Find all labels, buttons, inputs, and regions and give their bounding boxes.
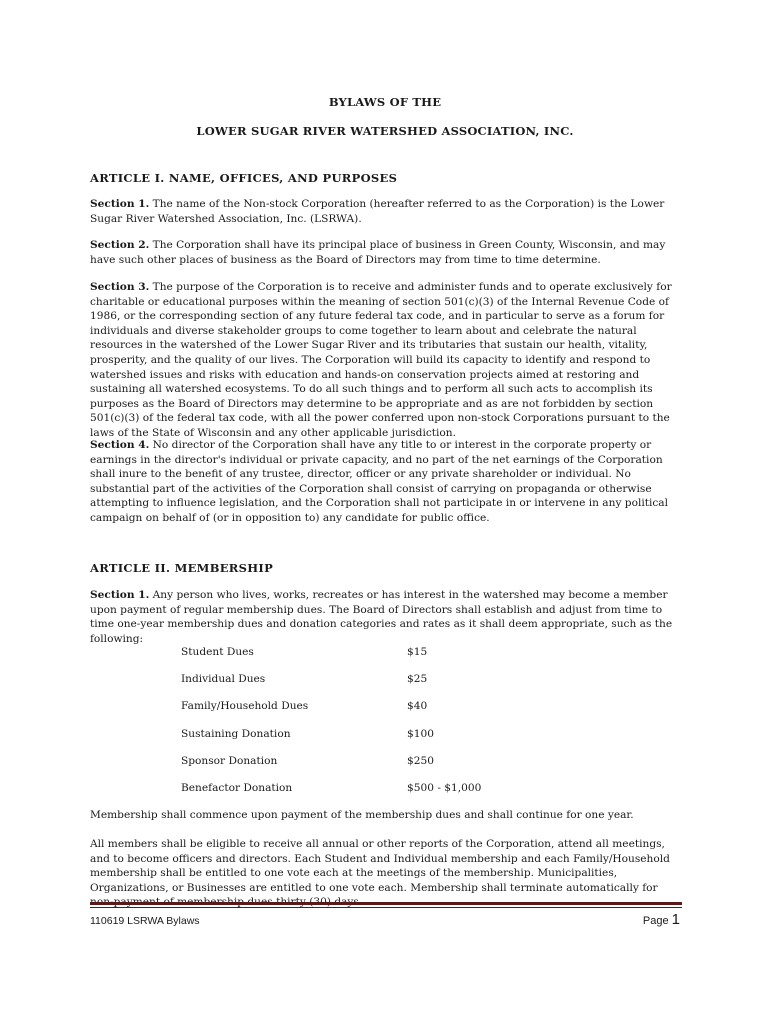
- dues-category: Student Dues: [181, 646, 254, 658]
- article-1-section-2: [90, 238, 682, 267]
- section-label: Section 2.: [90, 239, 150, 251]
- section-text: No director of the Corporation shall have any title to or interest in the corporate property or earnings in the director's individual or private capacity, and no part of the net earnings of the Corporation shall inure to the benefit of any trustee, director, officer or any private shareholder or individual. No substantial part of the activities of the Corporation shall consist of carrying on propaganda or otherwise attempting to influence legislation, and the Corporation shall not participate in or intervene in any political campaign on behalf of (or in opposition to) any candidate for public office.: [90, 439, 669, 524]
- dues-amount: $250: [407, 755, 434, 767]
- section-text: The purpose of the Corporation is to receive and administer funds and to operate exclusively for charitable or educational purposes within the meaning of section 501(c)(3) of the Internal Revenue Code of 1986, or the corresponding section of any future federal tax code, and in particular to serve as a forum for individuals and diverse stakeholder groups to come together to learn about and celebrate the natural resources in the watershed of the Lower Sugar River and its tributaries that sustain our health, vitality, prosperity, and the quality of our lives. The Corporation will build its capacity to identify and respond to watershed issues and risks with education and hands-on conservation projects aimed at restoring and sustaining all watershed ecosystems. To do all such things and to perform all such acts to accomplish its purposes as the Board of Directors may determine to be appropriate and as are not forbidden by section 501(c)(3) of the federal tax code, with all the power conferred upon non-stock Corporations pursuant to the laws of the State of Wisconsin and any other applicable jurisdiction.: [90, 281, 672, 439]
- footer-document-id: 110619 LSRWA Bylaws: [90, 915, 200, 927]
- article-2-section-1: [90, 588, 682, 646]
- page-label: Page: [642, 915, 672, 927]
- footer-rule: [90, 902, 682, 905]
- document-title: BYLAWS OF THE: [328, 95, 442, 109]
- article-2-heading: ARTICLE II. MEMBERSHIP: [90, 561, 274, 575]
- dues-category: Sustaining Donation: [181, 728, 291, 740]
- dues-category: Individual Dues: [181, 673, 266, 685]
- membership-commencement: Membership shall commence upon payment of the membership dues and shall continue for one year.: [90, 809, 634, 821]
- dues-category: Sponsor Donation: [181, 755, 278, 767]
- footer-rule-thin: [90, 907, 682, 908]
- section-label: Section 1.: [90, 198, 150, 210]
- article-1-heading: ARTICLE I. NAME, OFFICES, AND PURPOSES: [90, 171, 398, 185]
- section-text: Any person who lives, works, recreates or has interest in the watershed may become a member upon payment of regular membership dues. The Board of Directors shall establish and adjust from time to time one-year membership dues and donation categories and rates as it shall deem appropriate, such as the following:: [90, 589, 673, 645]
- footer-page-number: [643, 911, 680, 928]
- article-1-section-4: [90, 438, 682, 526]
- membership-rights: All members shall be eligible to receive all annual or other reports of the Corporation, attend all meetings, and to become officers and directors. Each Student and Individual membership and each Family/Household membership shall be entitled to one vote each at the meetings of the membership. Municipalities, Organizations, or Businesses are entitled to one vote each. Membership shall terminate automatically for: [90, 838, 670, 894]
- dues-category: Benefactor Donation: [181, 782, 293, 794]
- dues-amount: $500 - $1,000: [407, 782, 482, 794]
- section-text: The name of the Non-stock Corporation (hereafter referred to as the Corporation) is the Lower Sugar River Watershed Association, Inc. (LSRWA).: [90, 198, 665, 225]
- dues-amount: $100: [407, 728, 434, 740]
- section-label: Section 3.: [90, 281, 150, 293]
- article-1-section-3: [90, 280, 682, 441]
- section-text: The Corporation shall have its principal place of business in Green County, Wisconsin, and may have such other places of business as the Board of Directors may from time to time determine.: [90, 239, 666, 266]
- section-label: Section 1.: [90, 589, 150, 601]
- article-1-section-1: [90, 197, 682, 226]
- dues-amount: $15: [407, 646, 428, 658]
- dues-amount: $25: [407, 673, 428, 685]
- dues-amount: $40: [407, 700, 428, 712]
- organization-title: LOWER SUGAR RIVER WATERSHED ASSOCIATION, INC.: [196, 124, 574, 138]
- dues-category: Family/Household Dues: [181, 700, 309, 712]
- section-label: Section 4.: [90, 439, 150, 451]
- page-number: 1: [671, 911, 680, 928]
